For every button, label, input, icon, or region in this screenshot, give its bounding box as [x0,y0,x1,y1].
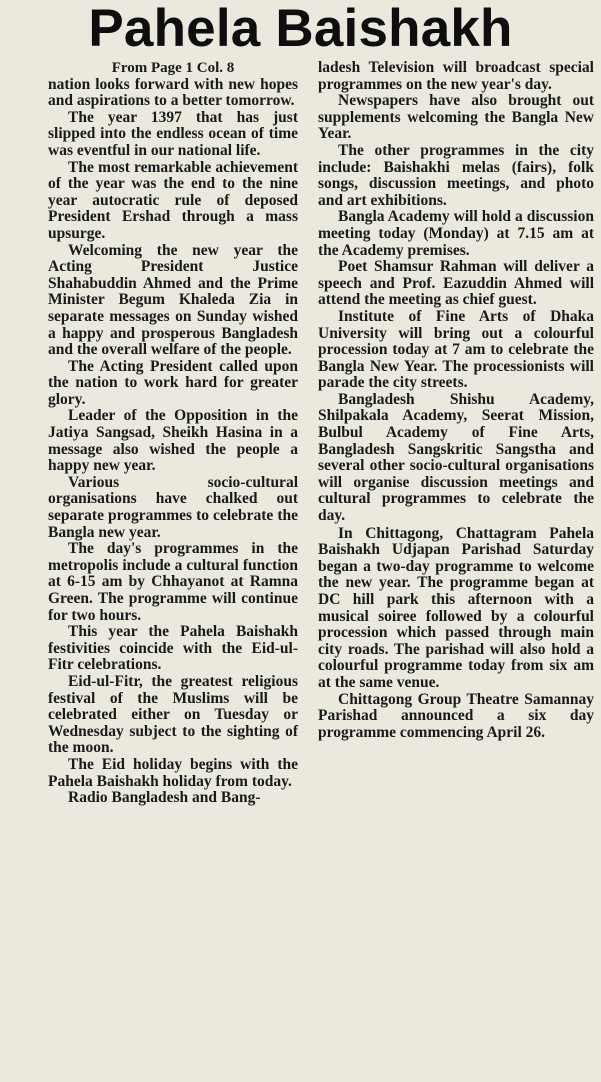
paragraph: Newspapers have also brought out supplements welcoming the Bangla New Year. [318,92,594,143]
paragraph: In Chittagong, Chattagram Pahela Baishakh Udjapan Parishad Saturday began a two-day programme to welcome the new year. The programme began at DC hill park this afternoon with a musical soiree followed by a colourful procession which passed through main city roads. The parishad will also hold a colourful programme today from six am at the same venue. [318,524,594,691]
paragraph: Poet Shamsur Rahman will deliver a speech and Prof. Eazuddin Ahmed will attend the meeting as chief guest. [318,258,594,309]
paragraph: The Eid holiday begins with the Pahela Baishakh holiday from today. [48,755,298,790]
paragraph: The year 1397 that has just slipped into the endless ocean of time was eventful in our national life. [48,108,298,159]
paragraph: Bangla Academy will hold a discussion meeting today (Monday) at 7.15 am at the Academy premises. [318,208,594,259]
paragraph: Chittagong Group Theatre Samannay Parishad announced a six day programme commencing April 26. [318,690,594,741]
paragraph: This year the Pahela Baishakh festivities coincide with the Eid-ul-Fitr celebrations. [48,623,298,674]
paragraph: Leader of the Opposition in the Jatiya Sangsad, Sheikh Hasina in a message also wished the people a happy new year. [48,407,298,475]
paragraph: ladesh Television will broadcast special programmes on the new year's day. [318,59,594,93]
continuation-line: From Page 1 Col. 8 [111,60,235,76]
paragraph: Institute of Fine Arts of Dhaka University will bring out a colourful procession today at 7 am to celebrate the Bangla New Year. The processionists will parade the city streets. [318,307,594,392]
paragraph: The other programmes in the city include: Baishakhi melas (fairs), folk songs, discussion meetings, and photo and art exhibitions. [318,141,594,209]
paragraph: The day's programmes in the metropolis include a cultural function at 6-15 am by Chhayanot at Ramna Green. The programme will continue for two hours. [48,540,298,624]
paragraph: Radio Bangladesh and Bang- [68,789,261,807]
column-gutter [306,66,307,1076]
paragraph: nation looks forward with new hopes and aspirations to a better tomorrow. [48,75,298,110]
paragraph: Various socio-cultural organisations have chalked out separate programmes to celebrate the Bangla new year. [48,473,298,541]
paragraph: Welcoming the new year the Acting President Justice Shahabuddin Ahmed and the Prime Minister Begum Khaleda Zia in separate messages on Sunday wished a happy and prosperous Bangladesh and the overall welfare of the people. [48,241,298,359]
article-column-right [318,60,594,741]
paragraph: The Acting President called upon the nation to work hard for greater glory. [48,357,298,408]
paragraph: The most remarkable achievement of the year was the end to the nine year autocratic rule of deposed President Ershad through a mass upsurge. [48,158,298,242]
article-column-left [48,60,298,807]
paragraph: Bangladesh Shishu Academy, Shilpakala Academy, Seerat Mission, Bulbul Academy of Fine Arts, Bangladesh Sangskritic Sangstha and several other socio-cultural organisations will organise discussion meetings and cultural programmes to celebrate the day. [318,390,594,525]
paragraph: Eid-ul-Fitr, the greatest religious festival of the Muslims will be celebrated either on Tuesday or Wednesday subject to the sighting of the moon. [48,672,298,757]
headline: Pahela Baishakh [88,0,513,58]
